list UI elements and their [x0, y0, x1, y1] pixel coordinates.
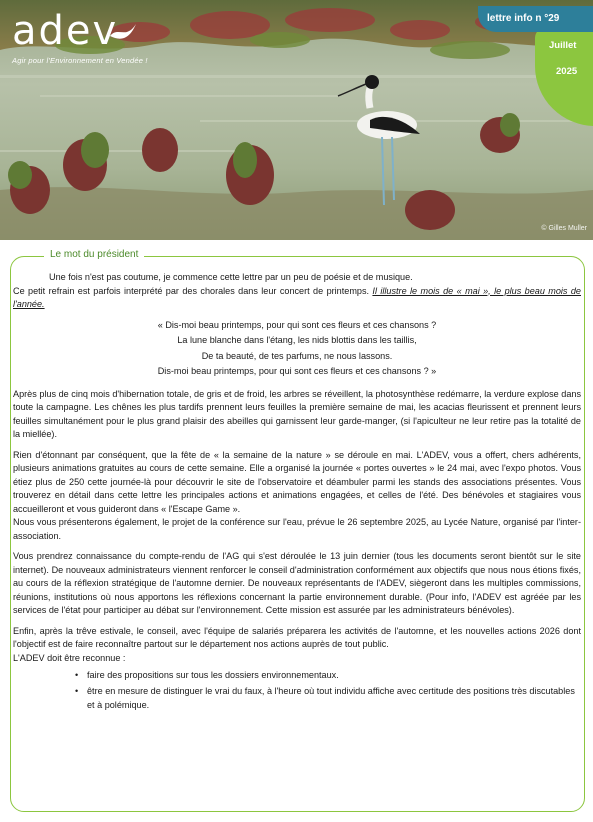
- paragraph-recognition: L'ADEV doit être reconnue :: [13, 652, 126, 663]
- intro-line-2-text: Ce petit refrain est parfois interprété par des chorales dans leur concert de printemps.: [13, 285, 373, 296]
- paragraph-water-conference: Nous vous présenterons également, le projet de la conférence sur l'eau, prévue le 26 septembre 2025, au Lycée Nature, organisé par l'inter-association.: [13, 517, 581, 541]
- logo-tagline: Agir pour l'Environnement en Vendée !: [12, 56, 148, 65]
- issue-month: Juillet: [549, 40, 577, 51]
- poem-line: La lune blanche dans l'étang, les nids blottis dans les taillis,: [177, 335, 417, 346]
- poem-line: « Dis-moi beau printemps, pour qui sont ces fleurs et ces chansons ?: [157, 319, 437, 330]
- header-photo: [0, 0, 593, 240]
- poem-line: Dis-moi beau printemps, pour qui sont ces fleurs et ces chansons ? »: [157, 366, 437, 377]
- list-item: [13, 684, 581, 712]
- bird-logo-icon: [108, 22, 138, 44]
- paragraph-autumn-plans: Enfin, après la trêve estivale, le conseil, avec l'équipe de salariés préparera les activités de l'automne, et les nouvelles actions 2026 dont l'objectif est de faire reconnaître partout sur le département nos actions auprès de tout public.: [13, 625, 581, 650]
- section-title: Le mot du président: [44, 249, 144, 260]
- paragraph-spring: Après plus de cinq mois d'hibernation totale, de gris et de froid, les arbres se réveillent, la photosynthèse redémarre, la verdure explose dans toute la campagne. Les chênes les plus tardifs prennent leurs feuilles la première semaine de mai, les acacias fleurissent et prennent leurs feuilles simultanément pour le plus grand plaisir des abeilles qui garnissent leur garde-manger, (si l'apiculteur ne leur retire pas la totalité de la miellée).: [13, 388, 581, 440]
- poem-line: De ta beauté, de tes parfums, ne nous lassons.: [201, 350, 393, 361]
- section-body: [13, 271, 581, 714]
- issue-year: 2025: [556, 66, 578, 77]
- paragraph-general-assembly: Vous prendrez connaissance du compte-rendu de l'AG qui s'est déroulée le 13 juin dernier (tous les documents seront bientôt sur le site internet). De nouveaux administrateurs viennent renforcer le conseil d'administration conformément aux objectifs que nous nous étions fixés, au cours de la réflexion stratégique de l'automne dernier. De nouveaux représentants de l'ADEV, siègeront dans les multiples commissions, réunions, institutions où nous apportons les réflexions concernant la partie environnement durable. (Pour info, l'ADEV est agréée par les services de l'état pour participer au débat sur l'environnement. Cette mission est assurée par les administrateurs bénévoles).: [13, 551, 581, 616]
- list-item-text: faire des propositions sur tous les dossiers environnementaux.: [87, 670, 339, 681]
- intro-line-2: [13, 285, 581, 312]
- paragraph-nature-week: Rien d'étonnant par conséquent, que la fête de « la semaine de la nature » se déroule en mai. L'ADEV, vous a offert, chers adhérents, plusieurs animations gratuites au cours de cette semaine. Elle a organisé la journée « portes ouvertes » le 24 mai, avec l'expo photos. Vous étiez plus de 250 cette journée-là pour découvrir le site de l'observatoire et déambuler parmi les stands des associations présentes. Vous trouverez en détail dans cette lettre les principales actions et animations engagées, et celles de l'été. Des bénévoles et stagiaires vous accueilleront et vous guideront dans « l'Escape Game ».: [13, 449, 581, 514]
- issue-number-badge: lettre info n °29: [478, 6, 593, 32]
- bullet-icon: •: [75, 686, 79, 697]
- intro-line-1: Une fois n'est pas coutume, je commence cette lettre par un peu de poésie et de musique.: [49, 272, 413, 282]
- recognition-list: [13, 668, 581, 712]
- list-item-text: être en mesure de distinguer le vrai du faux, à l'heure où tout individu affiche avec certitude des positions très discutables et à polémique.: [87, 686, 575, 711]
- poem: [13, 318, 581, 380]
- list-item: [13, 668, 581, 682]
- bullet-icon: •: [75, 670, 79, 681]
- intro-line-2-emphasis: Il illustre le mois de « mai », le plus beau mois de l'année.: [13, 285, 581, 309]
- photo-credit: © Gilles Muller: [541, 225, 587, 232]
- adev-logo: adev: [12, 8, 119, 54]
